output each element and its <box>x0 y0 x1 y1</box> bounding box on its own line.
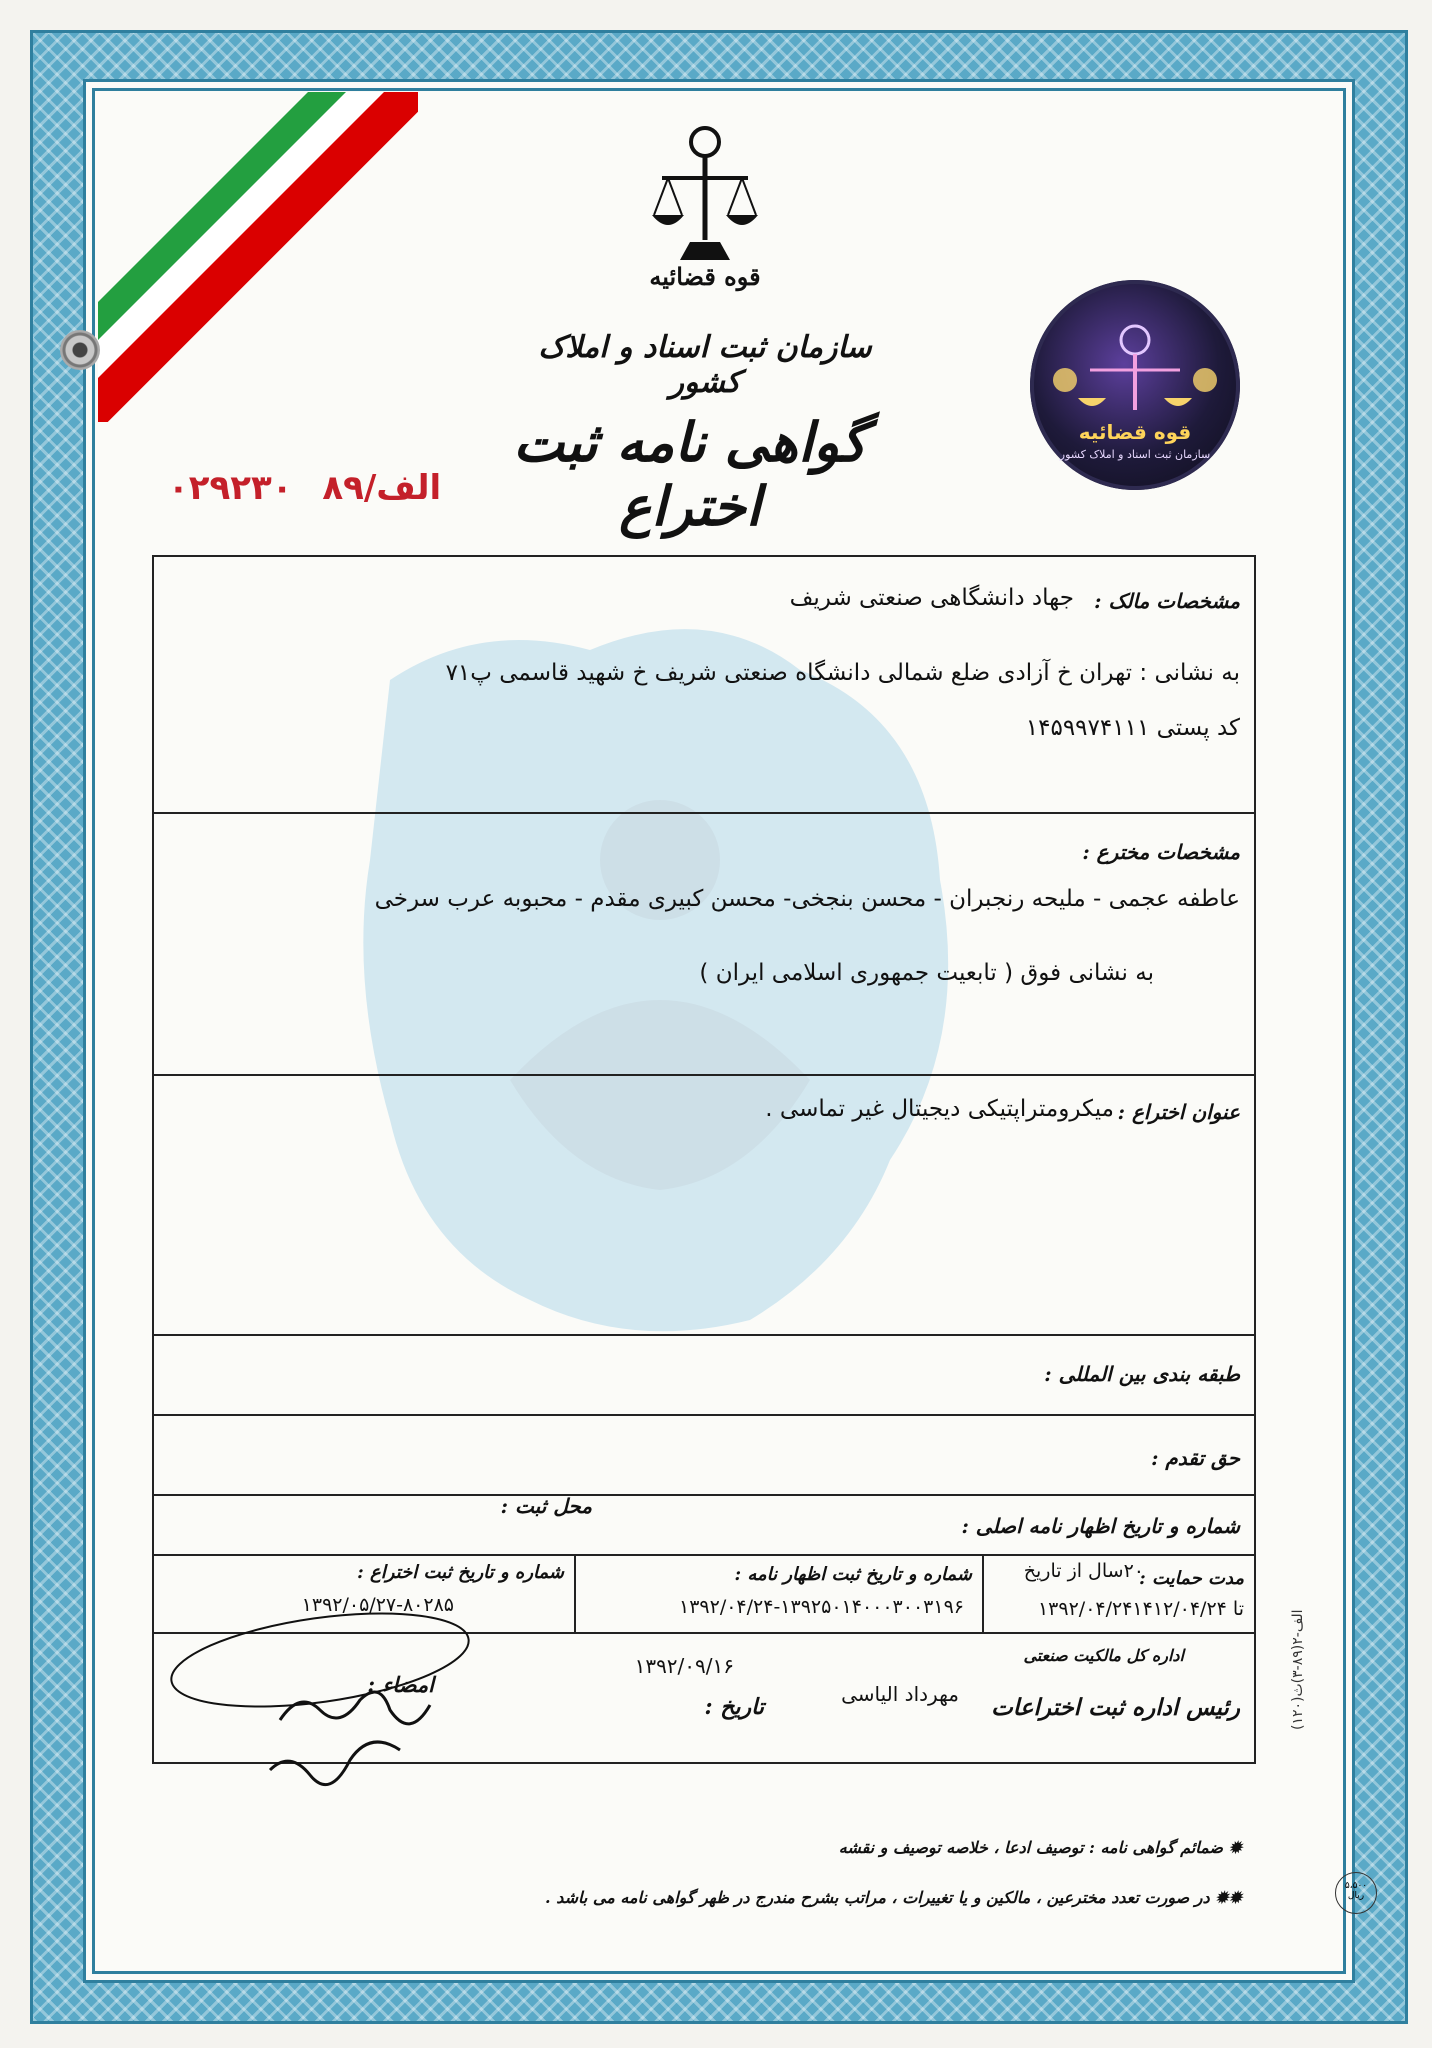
form-code: (۱۲۰)الف-۲(۸۹-۳)ث <box>1290 1609 1306 1730</box>
owner-name: جهاد دانشگاهی صنعتی شریف <box>789 585 1074 611</box>
scales-of-justice-icon <box>650 120 760 270</box>
classification-label: طبقه بندی بین المللی : <box>1044 1362 1240 1386</box>
inventor-names: عاطفه عجمی - ملیحه رنجبران - محسن بنجخی- محسن کبیری مقدم - محبوبه عرب سرخی <box>374 886 1240 912</box>
priority-label: حق تقدم : <box>1151 1446 1240 1470</box>
judiciary-label: قوه قضائیه <box>649 262 761 291</box>
declaration-cell <box>574 1554 982 1632</box>
protection-label: مدت حمایت : <box>1139 1568 1244 1589</box>
registration-place-label: محل ثبت : <box>500 1494 592 1518</box>
owner-section <box>154 557 1254 814</box>
invention-title-label: عنوان اختراع : <box>1117 1100 1240 1124</box>
protection-cell <box>982 1554 1254 1632</box>
original-application-label: شماره و تاریخ اظهار نامه اصلی : <box>961 1514 1240 1538</box>
serial-series: الف/۸۹ <box>322 468 442 508</box>
signature-date: ۱۳۹۲/۰۹/۱۶ <box>634 1654 734 1678</box>
serial-number <box>150 468 441 508</box>
star-bullet-icon: ✹✹ <box>1209 1888 1242 1907</box>
priority-section <box>154 1414 1254 1496</box>
registration-number-date: ۱۳۹۲/۰۵/۲۷-۸۰۲۸۵ <box>301 1594 454 1616</box>
classification-section <box>154 1334 1254 1416</box>
signatory-name: مهرداد الیاسی <box>841 1682 959 1706</box>
owner-postal-code: کد پستی ۱۴۵۹۹۷۴۱۱۱ <box>1025 715 1240 741</box>
owner-label: مشخصات مالک : <box>1094 589 1240 613</box>
grommet-icon <box>60 330 100 370</box>
protection-period: ۲۰سال از تاریخ <box>1023 1560 1144 1582</box>
registration-label: شماره و تاریخ ثبت اختراع : <box>357 1562 564 1583</box>
owner-address: به نشانی : تهران خ آزادی ضلع شمالی دانشگاه صنعتی شریف خ شهید قاسمی پ۷۱ <box>445 660 1240 686</box>
invention-title: میکرومتراپتیکی دیجیتال غیر تماسی . <box>765 1096 1114 1122</box>
hologram-seal <box>1030 280 1240 490</box>
declaration-label: شماره و تاریخ ثبت اظهار نامه : <box>734 1564 972 1585</box>
invention-section <box>154 1074 1254 1336</box>
protection-dates: ۱۳۹۲/۰۴/۲۴تا ۱۴۱۲/۰۴/۲۴ <box>1037 1598 1244 1620</box>
multiple-inventors-note: ✹✹ در صورت تعدد مخترعین ، مالکین و یا تغییرات ، مراتب بشرح مندرج در ظهر گواهی نامه می باشد . <box>545 1888 1242 1907</box>
organization-label: سازمان ثبت اسناد و املاک کشور <box>538 330 872 400</box>
office-label: اداره کل مالکیت صنعتی <box>1023 1646 1184 1665</box>
attachments-note: ✹ ضمائم گواهی نامه : توصیف ادعا ، خلاصه توصیف و نقشه <box>838 1838 1242 1857</box>
head-of-patents-label: رئیس اداره ثبت اختراعات <box>991 1694 1240 1721</box>
certificate-title: گواهی نامه ثبت اختراع <box>513 410 867 538</box>
seal-bottom-text: سازمان ثبت اسناد و املاک کشور <box>1059 448 1211 461</box>
date-label: تاریخ : <box>704 1694 764 1720</box>
star-bullet-icon: ✹ <box>1223 1838 1242 1857</box>
seal-top-text: قوه قضائیه <box>1078 420 1192 444</box>
details-table <box>152 555 1256 1764</box>
sign-label: امضاء : <box>367 1672 434 1697</box>
inventors-section <box>154 812 1254 1076</box>
iran-flag-ribbon <box>98 92 418 422</box>
inventors-label: مشخصات مخترع : <box>1082 840 1240 864</box>
serial-value: ۰۲۹۲۳۰ <box>168 468 293 508</box>
price-stamp: ۵،۵۰۰ ریال <box>1335 1872 1377 1914</box>
handwritten-signature <box>90 1600 470 1830</box>
original-application-section <box>154 1494 1254 1556</box>
declaration-number-date: ۱۳۹۲/۰۴/۲۴-۱۳۹۲۵۰۱۴۰۰۰۳۰۰۳۱۹۶ <box>679 1596 964 1618</box>
inventors-address: به نشانی فوق ( تابعیت جمهوری اسلامی ایران ) <box>699 960 1154 986</box>
